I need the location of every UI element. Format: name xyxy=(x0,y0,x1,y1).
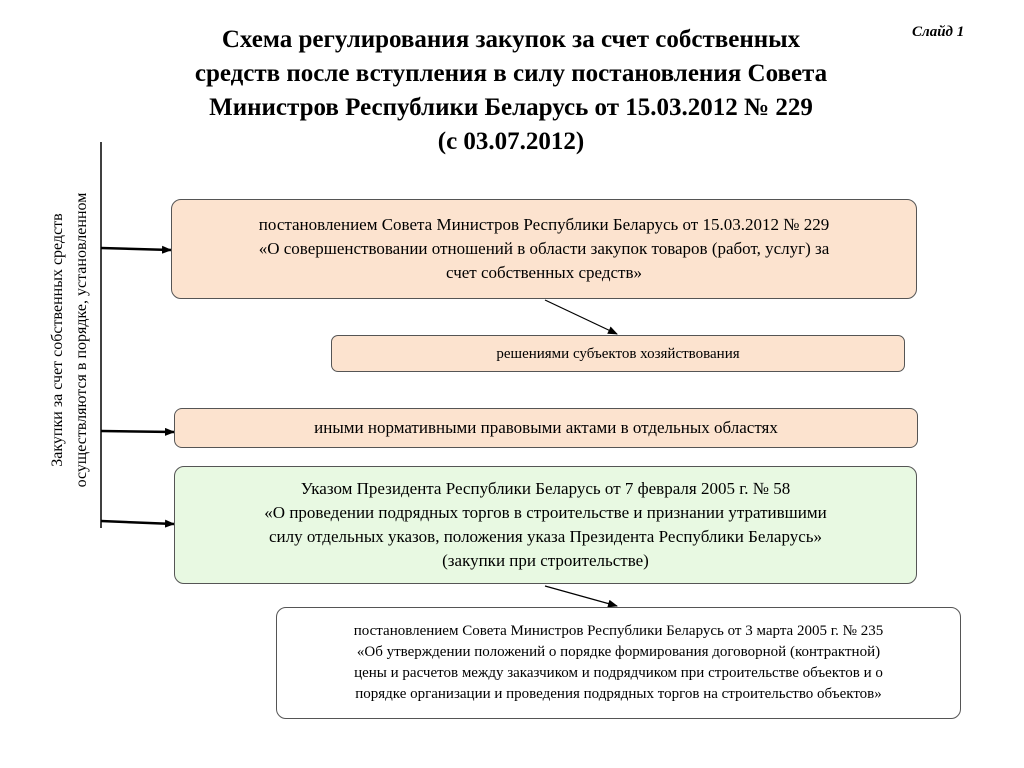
box-text-line: решениями субъектов хозяйствования xyxy=(496,345,740,362)
resolution-229-box xyxy=(171,199,917,299)
title-line: (с 03.07.2012) xyxy=(437,128,585,155)
box-text-line: постановлением Совета Министров Республики Беларусь от 3 марта 2005 г. № 235 xyxy=(353,623,884,639)
box-text-line: «О проведении подрядных торгов в строительстве и признании утратившими xyxy=(264,503,827,522)
slide-number: Слайд 1 xyxy=(912,24,965,40)
box-text-line: «Об утверждении положений о порядке формирования договорной (контрактной) xyxy=(356,644,881,660)
side-label-line: Закупки за счет собственных средств xyxy=(49,213,66,467)
box-text-line: постановлением Совета Министров Республики Беларусь от 15.03.2012 № 229 xyxy=(258,215,830,234)
box-text-line: Указом Президента Республики Беларусь от 7 февраля 2005 г. № 58 xyxy=(300,479,791,498)
entity-decisions-box xyxy=(331,335,905,372)
arrow-to-entity-decisions xyxy=(545,300,617,334)
box-text-line: цены и расчетов между заказчиком и подрядчиком при строительстве объектов и о xyxy=(354,665,883,681)
box-text-line: иными нормативными правовыми актами в отдельных областях xyxy=(314,418,778,437)
arrow-to-decree-58 xyxy=(101,521,174,524)
title-line: средств после вступления в силу постановления Совета xyxy=(194,60,828,87)
decree-58-box xyxy=(174,466,917,584)
arrow-to-resolution-235 xyxy=(545,586,617,606)
title-line: Министров Республики Беларусь от 15.03.2012 № 229 xyxy=(209,94,813,121)
box-text-line: порядке организации и проведения подрядных торгов на строительство объектов» xyxy=(355,686,882,702)
side-label-line: осуществляются в порядке, установленном xyxy=(73,192,90,488)
box-text-line: (закупки при строительстве) xyxy=(442,551,649,570)
box-text-line: «О совершенствовании отношений в области закупок товаров (работ, услуг) за xyxy=(258,239,830,258)
box-text-line: силу отдельных указов, положения указа Президента Республики Беларусь» xyxy=(268,527,823,546)
other-acts-box xyxy=(174,408,918,448)
resolution-235-box xyxy=(276,607,961,719)
title-line: Схема регулирования закупок за счет собственных xyxy=(221,26,801,53)
box-text-line: счет собственных средств» xyxy=(445,263,642,282)
arrow-to-other-acts xyxy=(101,431,174,432)
arrow-to-resolution-229 xyxy=(101,248,171,250)
